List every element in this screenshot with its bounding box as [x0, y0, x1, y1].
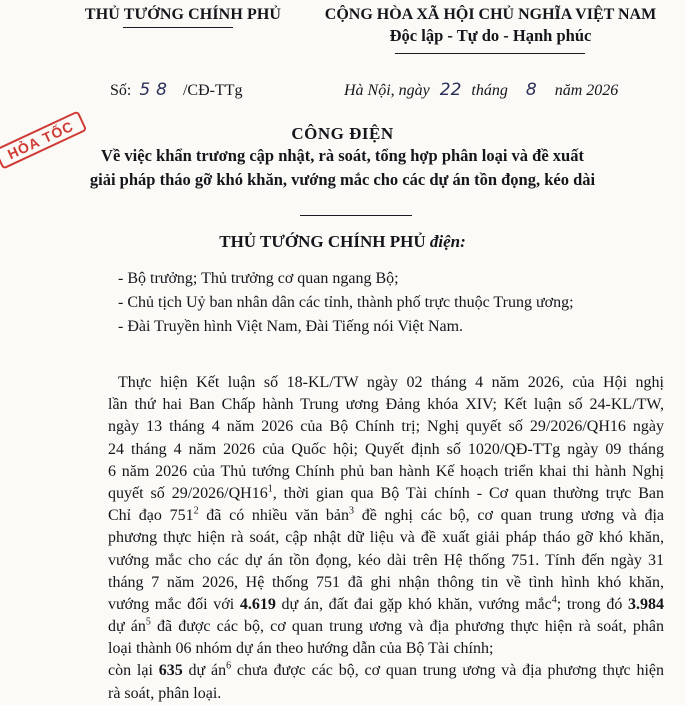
addressee-item: - Bộ trưởng; Thủ trưởng cơ quan ngang Bộ;	[118, 270, 399, 287]
sender-line: THỦ TƯỚNG CHÍNH PHỦ điện:	[219, 232, 466, 251]
body-line: lần thứ hai Ban Chấp hành Trung ương Đảng khóa XIV; Kết luận số 24-KL/TW,	[108, 396, 664, 414]
body-line: còn lại 635 dự $án^6$ chưa được các bộ, cơ quan trung ương và địa phương thực hiện	[108, 661, 665, 680]
body-line: dự $án^5$ đã được các bộ, cơ quan trung ương và địa phương thực hiện rà soát, phân	[108, 616, 664, 636]
motto-underline	[395, 53, 585, 54]
footnote-ref: 2	[193, 505, 199, 517]
footnote-ref: 6	[226, 661, 232, 673]
project-count: 3.984	[628, 595, 664, 613]
body-line: quyết số $29/2026/QH16^1$, thời gian qua Bộ Tài chính - Cơ quan thường trực Ban	[108, 483, 664, 502]
body-line: Thực hiện Kết luận số 18-KL/TW ngày 02 tháng 4 năm 2026, của Hội nghị	[118, 374, 664, 391]
document-subject-line-2: giải pháp tháo gỡ khó khăn, vướng mắc cho các dự án tồn đọng, kéo dài	[89, 170, 596, 189]
date-day: 22	[439, 80, 462, 100]
issuer-underline	[123, 27, 233, 28]
issuer-block	[58, 6, 308, 24]
nation-name: CỘNG HÒA XÃ HỘI CHỦ NGHĨA VIỆT NAM	[324, 6, 657, 23]
body-line: 24 tháng 4 năm 2026 của Quốc hội; Quyết định số 1020/QĐ-TTg ngày 09 tháng	[108, 440, 664, 458]
body-line: vướng mắc cho các dự án tồn đọng, kéo dài trên Hệ thống 751. Tính đến ngày 31	[108, 551, 664, 569]
body-line: rà soát, phân loại.	[108, 684, 222, 702]
body-line: Chỉ đạo $751^2$ đã có nhiều văn bản$^3$ đề nghị các bộ, cơ quan trung ương và địa	[108, 505, 665, 525]
body-line: phương thực hiện rà soát, cập nhật dữ liệu và đề xuất giải pháp tháo gỡ khó khăn,	[108, 529, 664, 547]
document-subject-line-1: Về việc khẩn trương cập nhật, rà soát, tổng hợp phân loại và đề xuất	[101, 146, 584, 165]
national-motto: Độc lập - Tự do - Hạnh phúc	[389, 26, 592, 45]
document-type: CÔNG ĐIỆN	[291, 124, 394, 143]
project-count: 635	[158, 662, 183, 680]
footnote-ref: 1	[267, 483, 273, 495]
title-divider	[300, 215, 412, 216]
body-line: loại thành 06 nhóm dự án theo hướng dẫn của Bộ Tài chính;	[108, 640, 494, 658]
footnote-ref: 5	[145, 616, 151, 628]
addressee-item: - Chủ tịch Uỷ ban nhân dân các tỉnh, thành phố trực thuộc Trung ương;	[118, 294, 574, 311]
body-line: 6 năm 2026 của Thủ tướng Chính phủ ban hành Kế hoạch triển khai thi hành Nghị	[108, 462, 664, 480]
document-number: Số: 58 /CĐ-TTg	[110, 80, 243, 100]
addressee-item: - Đài Truyền hình Việt Nam, Đài Tiếng nói Việt Nam.	[118, 318, 464, 335]
issuer-name: THỦ TƯỚNG CHÍNH PHỦ	[84, 6, 282, 23]
urgent-stamp: HỎA TỐC	[0, 110, 87, 169]
body-paragraph	[108, 372, 664, 705]
footnote-ref: 4	[551, 594, 557, 606]
body-line: tháng 7 năm 2026, Hệ thống 751 đã ghi nhận thông tin về tình hình khó khăn,	[108, 573, 664, 591]
date-month: 8	[525, 80, 537, 100]
national-header	[296, 6, 685, 46]
footnote-ref: 3	[349, 505, 355, 517]
place-date: Hà Nội, ngày 22 tháng 8 năm 2026	[344, 80, 619, 100]
body-line: vướng mắc đối với 4.619 dự án, đất đai gặp khó khăn, vướng mắc$^4$; trong đó 3.984	[108, 594, 664, 613]
project-count: 4.619	[239, 595, 276, 613]
document-number-value: 58	[139, 80, 173, 100]
body-line: ngày 13 tháng 4 năm 2026 của Bộ Chính trị; Nghị quyết số 29/2026/QH16 ngày	[108, 418, 664, 436]
